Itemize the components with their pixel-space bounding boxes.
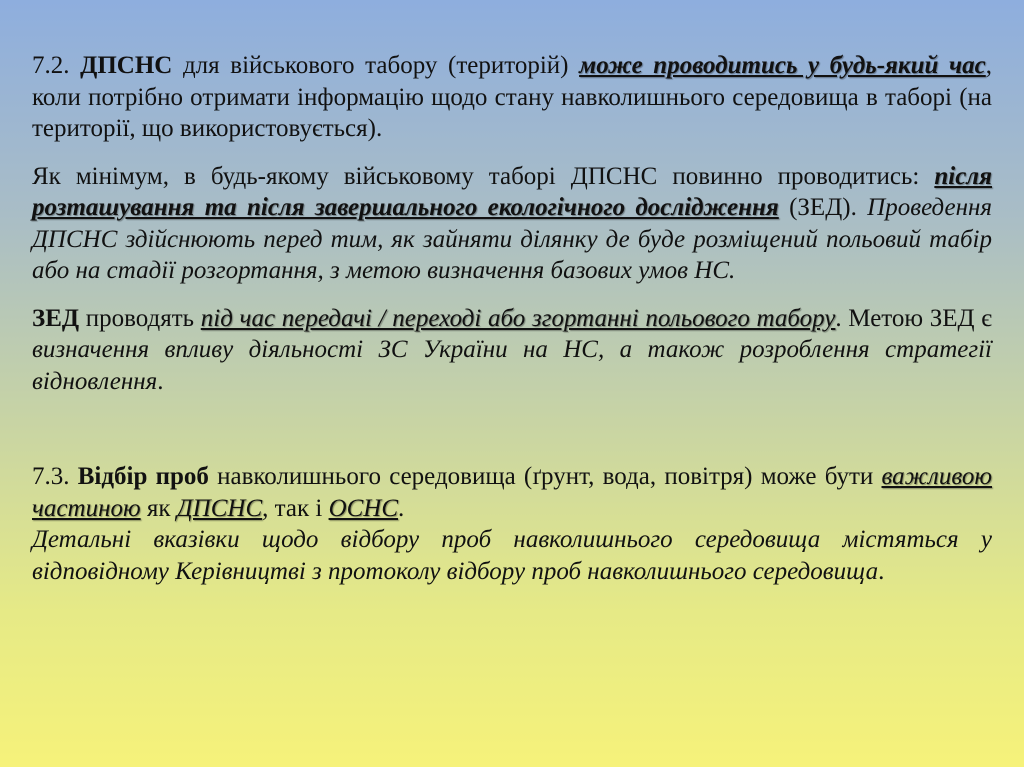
slide-content	[32, 50, 992, 587]
text: .	[398, 494, 405, 522]
section-number: 7.2.	[32, 52, 81, 79]
highlight-after-deployment: після розташування та після завершального екологічного дослідження	[32, 162, 992, 221]
highlight-important-part: важливою частиною	[32, 463, 992, 522]
highlight-osns: ОСНС	[328, 494, 399, 522]
italic-guidance: Детальні вказівки щодо відбору проб навколишнього середовища містяться у відповідному Керівництві з протоколу відбору проб навколишнього середовища	[32, 526, 992, 585]
text: .	[157, 367, 164, 395]
italic-note: Проведення ДПСНС здійснюють перед тим, як зайняти ділянку де буде розміщений польовий табір або на стадії розгортання, з метою визначення базових умов НС.	[32, 194, 993, 284]
text: , так і	[262, 494, 329, 522]
paragraph-minimum	[32, 161, 992, 287]
paragraph-zed	[32, 303, 992, 398]
text: . Метою ЗЕД є	[835, 304, 992, 332]
term-sampling: Відбір проб	[77, 463, 209, 490]
text: (ЗЕД).	[778, 194, 868, 221]
text: проводять	[79, 304, 201, 332]
text: , коли потрібно отримати інформацію щодо стану навколишнього середовища в таборі (на території, що використовується).	[32, 52, 992, 142]
text: Як мінімум, в будь-якому військовому таборі ДПСНС повинно проводитись:	[32, 162, 935, 190]
paragraph-guidance	[32, 524, 992, 587]
paragraph-7-2	[32, 50, 992, 145]
text: навколишнього середовища (ґрунт, вода, повітря) може бути	[208, 463, 882, 490]
section-number: 7.3.	[32, 463, 78, 490]
highlight-dpsns: ДПСНС	[176, 494, 263, 522]
text: як	[140, 494, 177, 522]
text: .	[878, 557, 885, 585]
highlight-transfer: під час передачі / переході або згортанні польового табору	[200, 304, 836, 332]
highlight-any-time: може проводитись у будь-який час	[579, 52, 986, 79]
term-zed: ЗЕД	[32, 304, 80, 332]
paragraph-7-3	[32, 461, 992, 524]
text: для військового табору (територій)	[172, 52, 580, 79]
italic-purpose: визначення впливу діяльності ЗС України на НС, а також розроблення стратегії відновлення	[32, 336, 992, 395]
term-dpsns: ДПСНС	[80, 52, 173, 79]
